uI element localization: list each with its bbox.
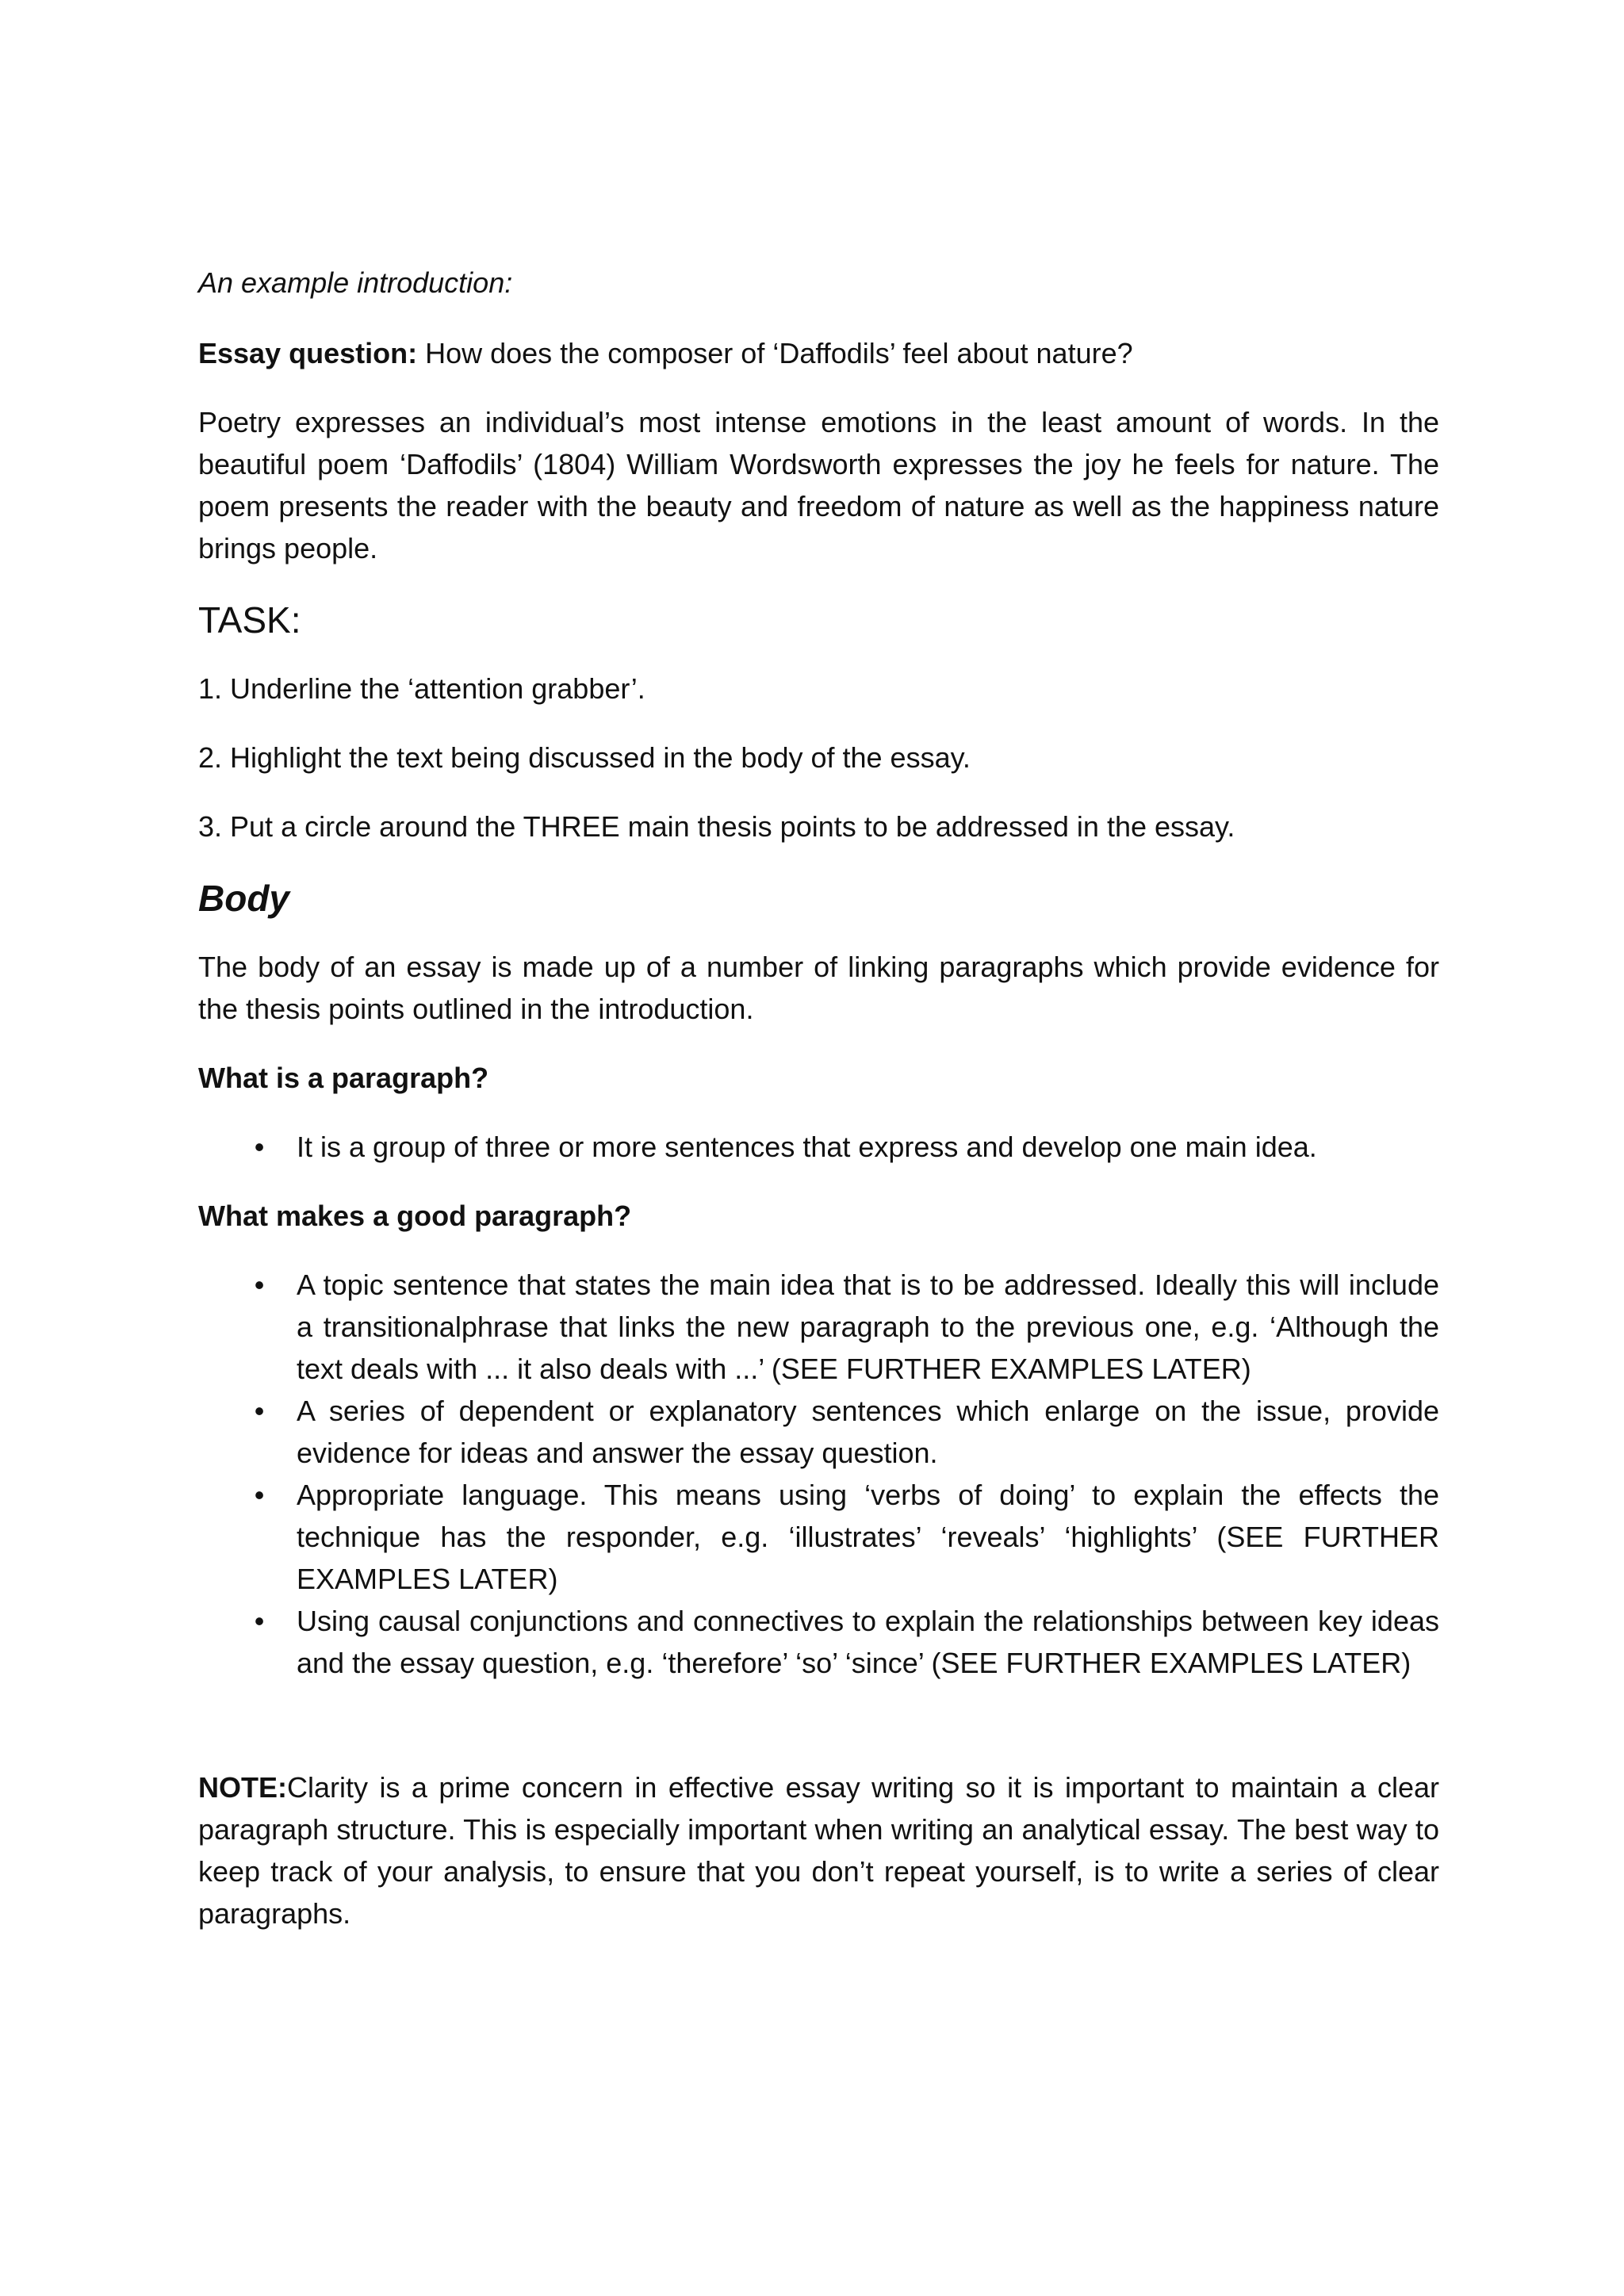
bullet-icon: •	[254, 1605, 265, 1637]
what-is-paragraph-heading: What is a paragraph?	[198, 1062, 489, 1094]
list-item	[198, 1474, 1439, 1600]
task-item-3: 3. Put a circle around the THREE main thesis points to be addressed in the essay.	[198, 810, 1235, 843]
task-item-1: 1. Underline the ‘attention grabber’.	[198, 672, 645, 705]
list-item	[198, 1600, 1439, 1684]
bullet-icon: •	[254, 1269, 265, 1301]
essay-question	[198, 332, 1439, 374]
list-item-text: It is a group of three or more sentences that express and develop one main idea.	[297, 1131, 1317, 1163]
list-item-text: A series of dependent or explanatory sentences which enlarge on the issue, provide evidence for ideas and answer the essay question.	[297, 1395, 1439, 1469]
what-is-paragraph-list	[198, 1126, 1439, 1168]
list-item-text: A topic sentence that states the main idea that is to be addressed. Ideally this will include a transitionalphrase that links the new paragraph to the previous one, e.g. ‘Although the text deals with ... it also deals with ...’ (SEE FURTHER EXAMPLES LATER)	[297, 1269, 1439, 1385]
task-heading: TASK:	[198, 599, 301, 641]
list-item-text: Using causal conjunctions and connectives to explain the relationships between key ideas and the essay question, e.g. ‘therefore’ ‘so’ ‘since’ (SEE FURTHER EXAMPLES LATER)	[297, 1605, 1439, 1679]
bullet-icon: •	[254, 1395, 265, 1427]
essay-question-label: Essay question:	[198, 337, 418, 369]
document-page	[198, 262, 1439, 1961]
task-item-2: 2. Highlight the text being discussed in the body of the essay.	[198, 741, 971, 774]
bullet-icon: •	[254, 1131, 265, 1163]
list-item-text: Appropriate language. This means using ‘verbs of doing’ to explain the effects the technique has the responder, e.g. ‘illustrates’ ‘reveals’ ‘highlights’ (SEE FURTHER EXAMPLES LATER)	[297, 1479, 1439, 1595]
note-label: NOTE:	[198, 1771, 287, 1804]
good-paragraph-list	[198, 1264, 1439, 1684]
spacer	[198, 1711, 1439, 1766]
list-item	[198, 1264, 1439, 1390]
body-heading: Body	[198, 878, 289, 919]
note-paragraph	[198, 1766, 1439, 1934]
intro-label: An example introduction:	[198, 266, 513, 299]
intro-paragraph: Poetry expresses an individual’s most intense emotions in the least amount of words. In the beautiful poem ‘Daffodils’ (1804) William Wordsworth expresses the joy he feels for nature. The poem presents the reader with the beauty and freedom of nature as well as the happiness nature brings people.	[198, 406, 1439, 564]
note-text: Clarity is a prime concern in effective essay writing so it is important to maintain a clear paragraph structure. This is especially important when writing an analytical essay. The best way to keep track of your analysis, to ensure that you don’t repeat yourself, is to write a series of clear paragraphs.	[198, 1771, 1439, 1930]
essay-question-text: How does the composer of ‘Daffodils’ feel about nature?	[417, 337, 1133, 369]
body-paragraph: The body of an essay is made up of a number of linking paragraphs which provide evidence for the thesis points outlined in the introduction.	[198, 951, 1439, 1025]
good-paragraph-heading: What makes a good paragraph?	[198, 1200, 632, 1232]
list-item	[198, 1390, 1439, 1474]
bullet-icon: •	[254, 1479, 265, 1511]
list-item	[198, 1126, 1439, 1168]
